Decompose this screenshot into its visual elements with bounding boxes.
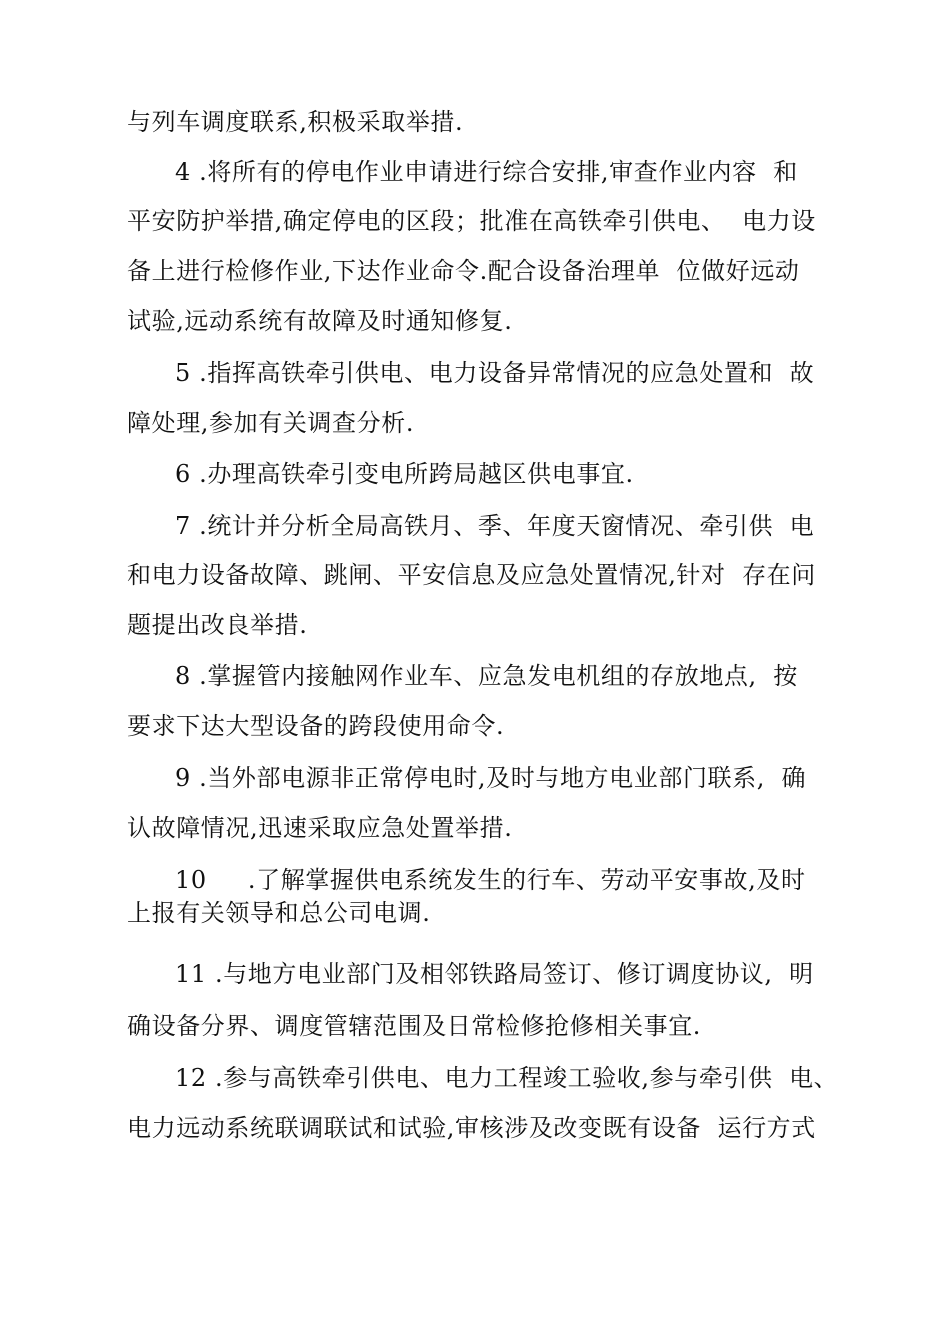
paragraph-line: 备上进行检修作业,下达作业命令.配合设备治理单 位做好远动 xyxy=(127,257,800,285)
paragraph-line: 6 .办理高铁牵引变电所跨局越区供电事宜. xyxy=(175,460,634,488)
paragraph-line: 4 .将所有的停电作业申请进行综合安排,审查作业内容 和 xyxy=(175,158,798,186)
paragraph-line: 试验,远动系统有故障及时通知修复. xyxy=(127,307,513,335)
paragraph-line: 9 .当外部电源非正常停电时,及时与地方电业部门联系, 确 xyxy=(175,764,807,792)
paragraph-line: 电力远动系统联调联试和试验,审核涉及改变既有设备 运行方式 xyxy=(127,1114,816,1142)
paragraph-line: 7 .统计并分析全局高铁月、季、年度天窗情况、牵引供 电 xyxy=(175,512,815,540)
paragraph-line: 5 .指挥高铁牵引供电、电力设备异常情况的应急处置和 故 xyxy=(175,359,815,387)
paragraph-line: 认故障情况,迅速采取应急处置举措. xyxy=(127,814,513,842)
paragraph-line: 10 .了解掌握供电系统发生的行车、劳动平安事故,及时 xyxy=(175,866,806,894)
paragraph-line: 题提出改良举措. xyxy=(127,611,308,639)
paragraph-line: 11 .与地方电业部门及相邻铁路局签订、修订调度协议, 明 xyxy=(175,960,814,988)
paragraph-line: 12 .参与高铁牵引供电、电力工程竣工验收,参与牵引供 电、 xyxy=(175,1064,839,1092)
paragraph-line: 平安防护举措,确定停电的区段；批准在高铁牵引供电、 电力设 xyxy=(127,207,816,235)
paragraph-line: 障处理,参加有关调查分析. xyxy=(127,409,415,437)
paragraph-line: 确设备分界、调度管辖范围及日常检修抢修相关事宜. xyxy=(127,1012,702,1040)
paragraph-line: 要求下达大型设备的跨段使用命令. xyxy=(127,712,505,740)
paragraph-line: 8 .掌握管内接触网作业车、应急发电机组的存放地点, 按 xyxy=(175,662,798,690)
paragraph-line: 和电力设备故障、跳闸、平安信息及应急处置情况,针对 存在问 xyxy=(127,561,816,589)
paragraph-line: 与列车调度联系,积极采取举措. xyxy=(127,108,464,136)
paragraph-line: 上报有关领导和总公司电调. xyxy=(127,899,431,927)
